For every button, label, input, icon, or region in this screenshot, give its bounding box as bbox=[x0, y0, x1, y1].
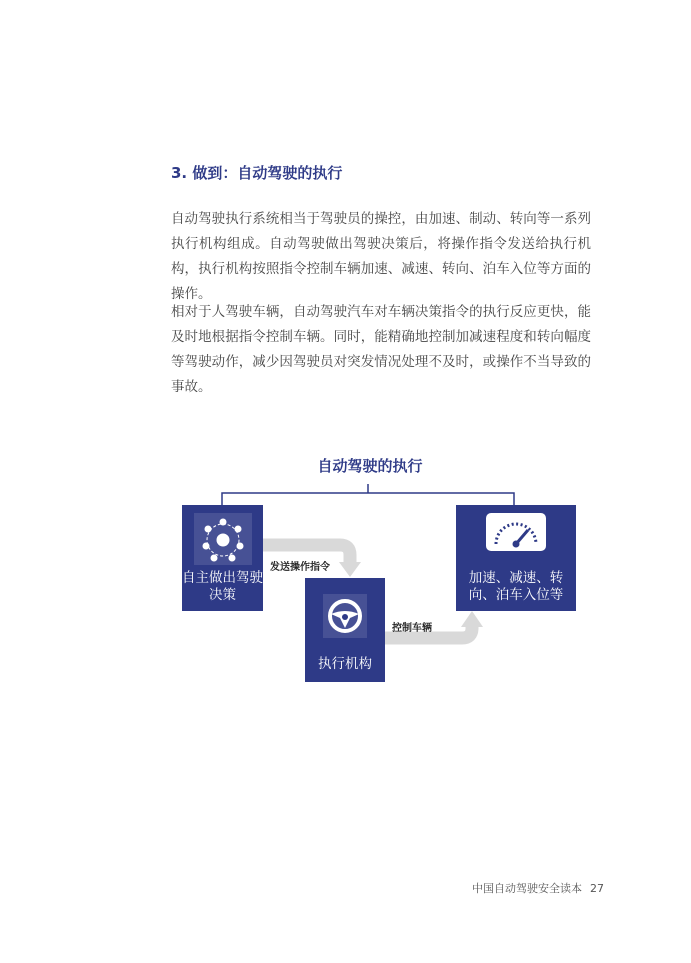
steering-wheel-icon bbox=[323, 594, 367, 638]
send-arrowhead bbox=[339, 562, 361, 577]
vehicle-action-box-label: 加速、减速、转向、泊车入位等 bbox=[468, 570, 564, 603]
paragraph-2: 相对于人驾驶车辆，自动驾驶汽车对车辆决策指令的执行反应更快，能及时地根据指令控制车辆。同时，能精确地控制加减速程度和转向幅度等驾驶动作，减少因驾驶员对突发情况处理不及时，或操作不当导致的事故。 bbox=[171, 304, 591, 395]
book-title: 中国自动驾驶安全读本 bbox=[472, 882, 582, 895]
control-vehicle-label: 控制车辆 bbox=[392, 623, 432, 634]
paragraph-1: 自动驾驶执行系统相当于驾驶员的操控，由加速、制动、转向等一系列执行机构组成。自动驾驶做出驾驶决策后，将操作指令发送给执行机构，执行机构按照指令控制车辆加速、减速、转向、泊车入位等方面的操作。 bbox=[171, 211, 591, 302]
decision-box bbox=[182, 505, 263, 611]
page-number: 27 bbox=[590, 882, 604, 895]
actuator-box bbox=[305, 578, 385, 682]
decision-box-label: 自主做出驾驶决策 bbox=[182, 570, 263, 603]
section-heading: 3. 做到：自动驾驶的执行 bbox=[171, 164, 343, 182]
send-command-label: 发送操作指令 bbox=[270, 562, 330, 573]
page-footer bbox=[472, 880, 604, 896]
vehicle-action-box bbox=[456, 505, 576, 611]
diagram-title: 自动驾驶的执行 bbox=[317, 457, 423, 475]
actuator-box-label: 执行机构 bbox=[318, 656, 372, 672]
control-arrowhead bbox=[461, 611, 483, 627]
decision-network-icon bbox=[194, 513, 252, 565]
speedometer-icon bbox=[486, 513, 546, 551]
diagram-brace bbox=[222, 484, 514, 505]
